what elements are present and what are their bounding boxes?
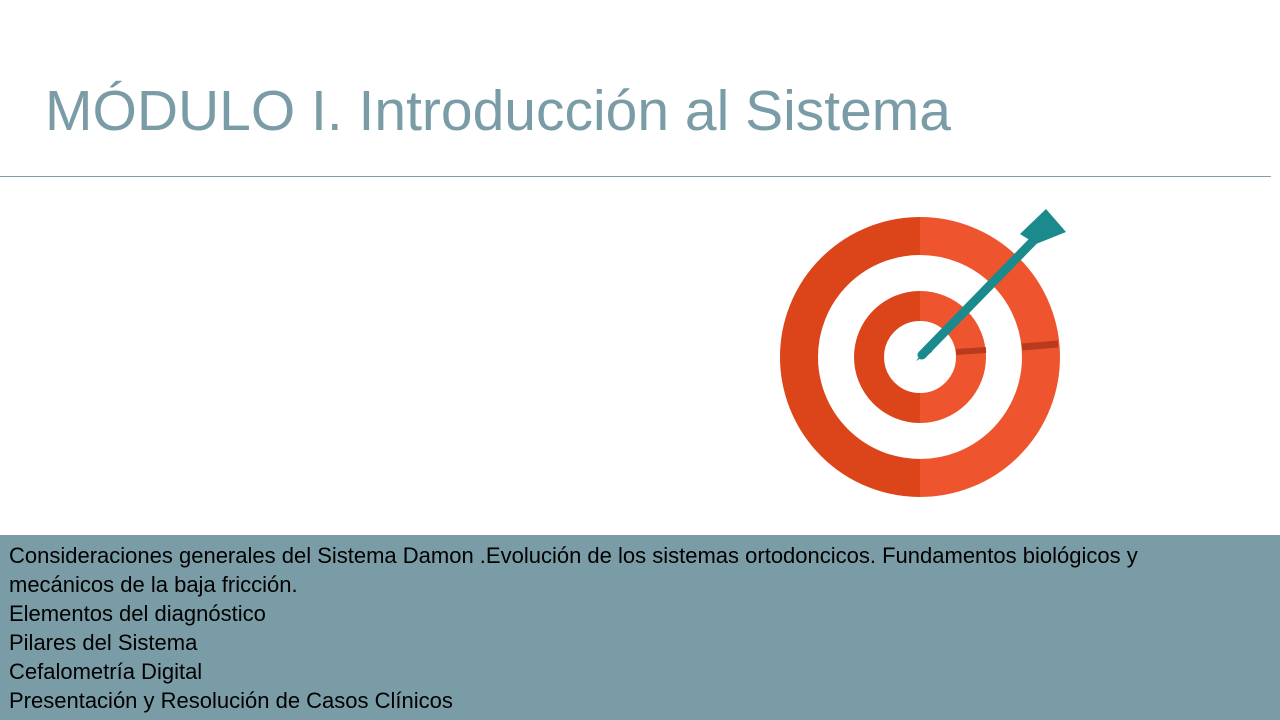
target-arrow-icon [770, 200, 1080, 510]
arrow-fletching [1020, 209, 1066, 244]
content-line: Elementos del diagnóstico [9, 601, 266, 626]
content-line: Consideraciones generales del Sistema Damon .Evolución de los sistemas ortodoncicos. Fundamentos biológicos y [9, 543, 1138, 568]
slide-title: MÓDULO I. Introducción al Sistema [45, 79, 951, 143]
target-score-mark-inner [956, 350, 986, 352]
content-panel [0, 535, 1280, 720]
content-line: Presentación y Resolución de Casos Clínicos [9, 688, 453, 713]
content-line: Cefalometría Digital [9, 659, 203, 684]
content-line: mecánicos de la baja fricción. [9, 572, 298, 597]
content-line: Pilares del Sistema [9, 630, 198, 655]
target-score-mark-outer [1022, 344, 1058, 347]
title-divider [0, 176, 1271, 177]
